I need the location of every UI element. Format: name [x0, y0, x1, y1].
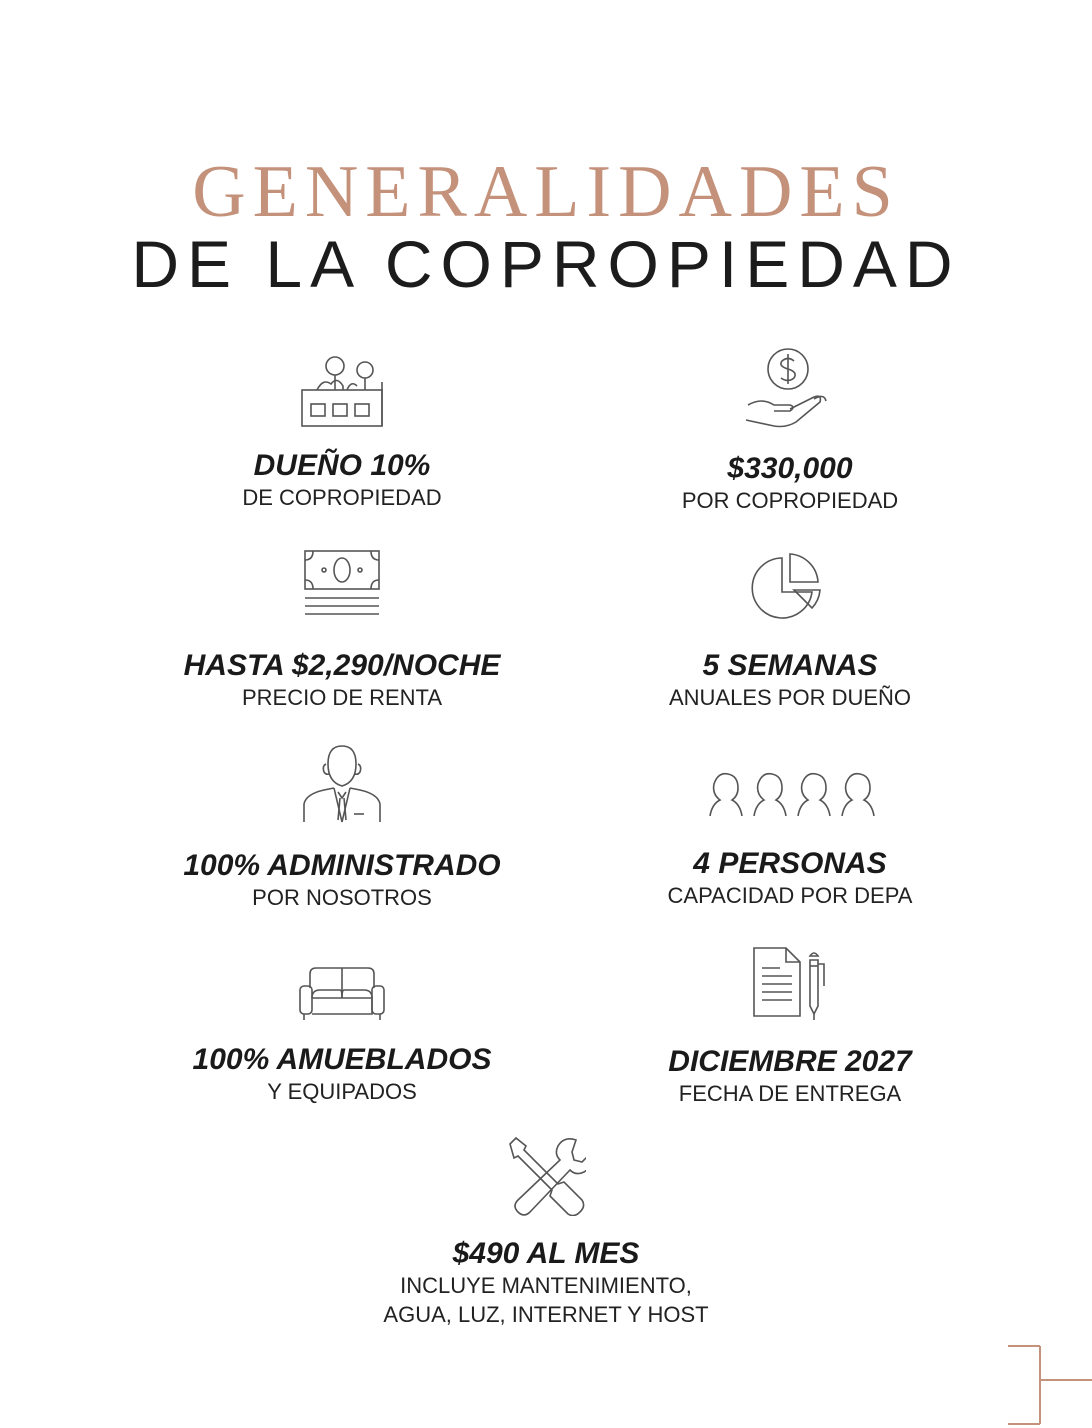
feature-delivery [550, 944, 1030, 1108]
feature-headline: 100% AMUEBLADOS [192, 1043, 492, 1076]
building-trees-icon [102, 352, 582, 437]
pie-chart-icon [550, 550, 1030, 629]
feature-caption: CAPACIDAD POR DEPA [667, 883, 913, 908]
feature-caption: FECHA DE ENTREGA [678, 1081, 902, 1106]
feature-headline: $330,000 [727, 452, 853, 485]
feature-furnished [102, 964, 582, 1106]
page-title-line-2: DE LA COPROPIEDAD [131, 227, 961, 301]
page-title-line-1: GENERALIDADES [192, 151, 900, 233]
feature-headline: HASTA $2,290/NOCHE [183, 649, 501, 682]
feature-headline: DUEÑO 10% [253, 449, 431, 482]
feature-caption: ANUALES POR DUEÑO [668, 685, 912, 710]
feature-price [550, 345, 1030, 515]
feature-caption: DE COPROPIEDAD [242, 485, 442, 510]
feature-monthly-fee [306, 1136, 786, 1329]
feature-caption: INCLUYE MANTENIMIENTO, [400, 1273, 692, 1298]
feature-headline: DICIEMBRE 2027 [668, 1045, 912, 1078]
brand-mark-icon [1000, 1338, 1092, 1428]
feature-headline: 5 SEMANAS [702, 649, 878, 682]
feature-caption: PRECIO DE RENTA [241, 685, 443, 710]
feature-weeks [550, 550, 1030, 712]
feature-rent [102, 548, 582, 712]
feature-headline: 4 PERSONAS [693, 847, 887, 880]
feature-headline: $490 AL MES [452, 1237, 640, 1270]
businessman-icon [102, 742, 582, 829]
document-pen-icon [550, 944, 1030, 1025]
people-group-icon [550, 770, 1030, 825]
hand-coin-icon [550, 345, 1030, 442]
feature-caption-line-2: AGUA, LUZ, INTERNET Y HOST [383, 1302, 709, 1327]
feature-headline: 100% ADMINISTRADO [183, 849, 501, 882]
feature-capacity [550, 770, 1030, 910]
feature-ownership [102, 352, 582, 512]
feature-caption: POR COPROPIEDAD [681, 488, 899, 513]
sofa-icon [102, 964, 582, 1029]
tools-icon [306, 1136, 786, 1221]
feature-caption: POR NOSOTROS [252, 885, 432, 910]
feature-caption: Y EQUIPADOS [267, 1079, 417, 1104]
feature-managed [102, 742, 582, 912]
banknote-icon [102, 548, 582, 625]
